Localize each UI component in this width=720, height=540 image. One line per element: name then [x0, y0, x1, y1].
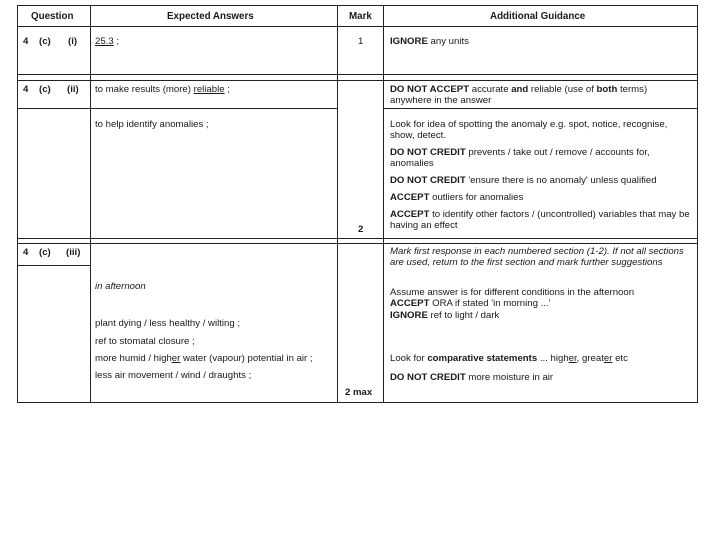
guidance-keyword: comparative statements — [427, 353, 538, 364]
guidance-text: Assume answer is for different conditions in the afternoon — [390, 287, 635, 298]
question-subpart: (ii) — [67, 84, 79, 95]
guidance-keyword: both — [596, 84, 618, 95]
col-divider — [383, 6, 384, 402]
guidance-keyword: ACCEPT — [390, 298, 430, 309]
mark-value: 2 — [358, 224, 364, 235]
answer-keyword: reliable — [193, 84, 225, 95]
guidance-text: Mark first response in each numbered section (1-2). If not all sections are used, return to the first section and mark further suggestions — [390, 246, 684, 268]
mark-value: 1 — [358, 36, 364, 47]
question-subpart: (i) — [68, 36, 78, 47]
row-rule — [18, 243, 697, 244]
question-part: (c) — [39, 36, 51, 47]
guidance-body: ... high — [537, 353, 569, 364]
guidance-body: outliers for anomalies — [429, 192, 524, 203]
guidance-keyword: DO NOT ACCEPT — [390, 84, 470, 95]
answer-heading: in afternoon — [95, 281, 146, 292]
guidance-body: prevents / take out / remove / accounts for, anomalies — [390, 147, 650, 169]
guidance-underline: er — [568, 353, 577, 364]
expected-answer: less air movement / wind / draughts ; — [95, 370, 252, 381]
sub-rule — [383, 108, 697, 109]
guidance-text — [390, 372, 553, 383]
answer-suffix: ; — [224, 84, 230, 95]
question-subpart: (iii) — [66, 247, 81, 258]
sub-rule — [18, 265, 90, 266]
expected-answer: plant dying / less healthy / wilting ; — [95, 318, 241, 329]
guidance-body: ORA if stated 'in morning ...' — [429, 298, 551, 309]
guidance-body: ref to light / dark — [427, 310, 500, 321]
guidance-body: accurate — [469, 84, 512, 95]
row-rule — [18, 74, 697, 75]
mark-value: 2 max — [345, 387, 373, 398]
header-rule — [18, 26, 697, 27]
guidance-text — [390, 310, 499, 321]
expected-answer — [95, 36, 119, 47]
guidance-body: , great — [576, 353, 604, 364]
guidance-keyword: DO NOT CREDIT — [390, 372, 466, 383]
header-mark: Mark — [349, 11, 372, 22]
row-rule — [18, 238, 697, 239]
guidance-body: etc — [612, 353, 628, 364]
expected-answer: ref to stomatal closure ; — [95, 336, 195, 347]
guidance-text: Look for idea of spotting the anomaly e.g. spot, notice, recognise, show, detect. — [390, 119, 668, 141]
expected-answer — [95, 84, 230, 95]
row-rule — [18, 80, 697, 81]
guidance-body: any units — [427, 36, 469, 47]
answer-suffix: ; — [113, 36, 120, 47]
col-divider — [90, 6, 91, 402]
guidance-text — [390, 84, 690, 106]
guidance-body: Look for — [390, 353, 428, 364]
answer-value: 25.3 — [95, 36, 114, 47]
guidance-keyword: IGNORE — [390, 310, 428, 321]
guidance-underline: er — [603, 353, 613, 364]
guidance-body: more moisture in air — [465, 372, 554, 383]
guidance-keyword: and — [511, 84, 529, 95]
answer-text: water (vapour) potential in air ; — [180, 353, 313, 364]
answer-keyword: er — [171, 353, 181, 364]
expected-answer — [95, 353, 313, 364]
header-question: Question — [31, 11, 74, 22]
guidance-body: to identify other factors / (uncontrolled) variables that may be having an effect — [390, 209, 690, 231]
guidance-text — [390, 175, 695, 186]
question-number: 4 — [23, 247, 29, 258]
expected-answer: to help identify anomalies ; — [95, 119, 209, 130]
guidance-keyword: ACCEPT — [390, 192, 430, 203]
answer-text: to make results (more) — [95, 84, 194, 95]
header-expected-answers: Expected Answers — [167, 11, 254, 22]
col-divider — [337, 6, 338, 402]
header-additional-guidance: Additional Guidance — [490, 11, 586, 22]
guidance-text — [390, 209, 690, 231]
mark-scheme-table — [17, 5, 698, 403]
guidance-text — [390, 192, 690, 203]
question-part: (c) — [39, 247, 51, 258]
guidance-text — [390, 36, 469, 47]
guidance-body: terms) anywhere in the answer — [390, 84, 648, 106]
guidance-body: 'ensure there is no anomaly' unless qualified — [465, 175, 657, 186]
guidance-text — [390, 353, 628, 364]
sub-rule — [18, 108, 337, 109]
guidance-text — [390, 147, 690, 169]
guidance-body: reliable (use of — [528, 84, 597, 95]
guidance-keyword: DO NOT CREDIT — [390, 175, 466, 186]
guidance-keyword: ACCEPT — [390, 209, 430, 220]
question-part: (c) — [39, 84, 51, 95]
question-number: 4 — [23, 36, 29, 47]
guidance-keyword: IGNORE — [390, 36, 428, 47]
question-number: 4 — [23, 84, 29, 95]
guidance-keyword: DO NOT CREDIT — [390, 147, 466, 158]
guidance-text — [390, 298, 550, 309]
answer-text: more humid / high — [95, 353, 172, 364]
